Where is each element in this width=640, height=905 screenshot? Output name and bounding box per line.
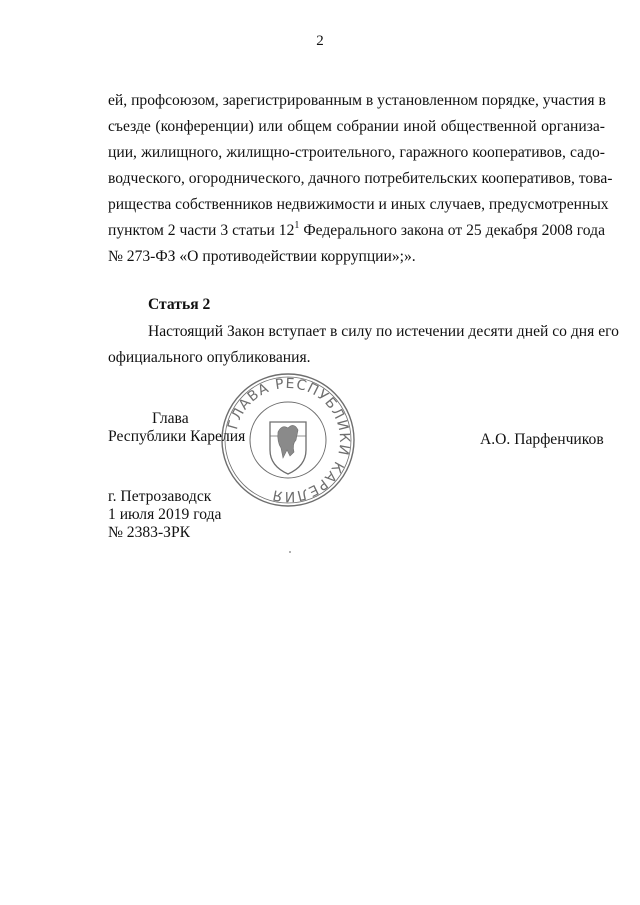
text-fragment: Федерального закона от 25 декабря 2008 года — [299, 222, 605, 239]
footer-city: г. Петрозаводск — [108, 488, 212, 505]
footer-date: 1 июля 2019 года — [108, 506, 222, 523]
text-fragment: пунктом 2 части 3 статьи 12 — [108, 222, 295, 239]
signatory-name: А.О. Парфенчиков — [480, 431, 604, 448]
text-line: съезде (конференции) или общем собрании иной общественной организа- — [108, 118, 605, 135]
text-line: ей, профсоюзом, зарегистрированным в установленном порядке, участия в — [108, 92, 606, 109]
text-line: водческого, огороднического, дачного потребительских кооперативов, това- — [108, 170, 613, 187]
text-line — [108, 222, 605, 240]
text-line: № 273-ФЗ «О противодействии коррупции»;». — [108, 248, 416, 265]
scan-speck — [289, 551, 291, 553]
superscript: 1 — [294, 220, 300, 231]
seal-text: ГЛАВА РЕСПУБЛИКИ КАРЕЛИЯ — [225, 375, 353, 505]
article-heading: Статья 2 — [148, 296, 211, 313]
text-line: рищества собственников недвижимости и иных случаев, предусмотренных — [108, 196, 609, 213]
footer-number: № 2383-ЗРК — [108, 524, 191, 541]
signature-title: Глава — [152, 410, 189, 427]
article-text-line: официального опубликования. — [108, 349, 311, 366]
signature-title: Республики Карелия — [108, 428, 246, 445]
text-line: ции, жилищного, жилищно-строительного, гаражного кооперативов, садо- — [108, 144, 605, 161]
page-number: 2 — [316, 33, 324, 49]
article-text-line: Настоящий Закон вступает в силу по истечении десяти дней со дня его — [148, 323, 619, 340]
